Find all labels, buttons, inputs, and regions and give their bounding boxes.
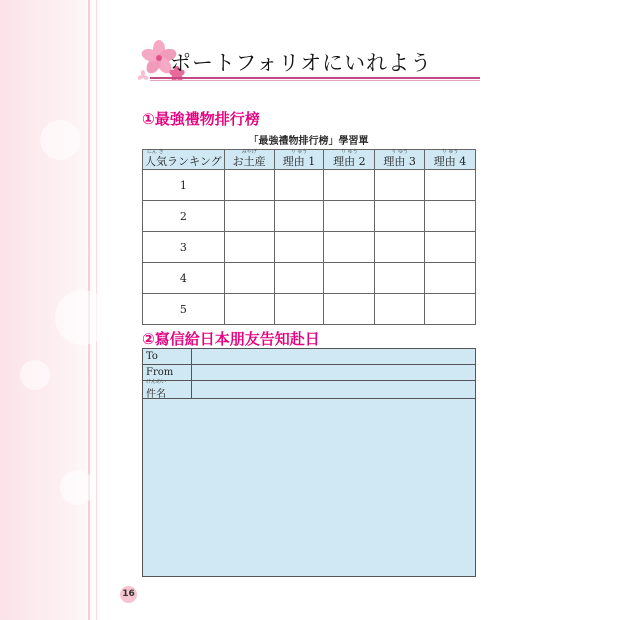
table-cell[interactable]: [224, 232, 274, 263]
page-number-badge: 16: [120, 586, 137, 603]
column-header-label: 理由 3: [383, 155, 416, 168]
table-cell[interactable]: [425, 170, 476, 201]
table-caption: 「最強禮物排行榜」學習單: [248, 136, 369, 147]
table-cell[interactable]: [224, 294, 274, 325]
table-row: [143, 263, 476, 294]
column-header: [274, 150, 324, 170]
table-cell[interactable]: [425, 201, 476, 232]
section-heading-letter: ②寫信給日本朋友告知赴日: [142, 330, 320, 348]
ruby-text: り ゆう: [441, 149, 459, 155]
table-cell[interactable]: [224, 170, 274, 201]
ruby-text: みやげ: [241, 149, 257, 155]
title-underline: [150, 77, 480, 79]
table-cell[interactable]: [425, 294, 476, 325]
ruby-text: にん き: [147, 149, 164, 155]
table-cell[interactable]: [375, 201, 425, 232]
table-cell[interactable]: [324, 232, 375, 263]
rank-number: 1: [143, 170, 225, 201]
column-header-label: 理由 1: [282, 155, 316, 168]
table-row: [143, 170, 476, 201]
rank-number: 3: [143, 232, 225, 263]
ruby-text: り ゆう: [341, 149, 358, 155]
table-cell[interactable]: [274, 294, 324, 325]
rank-number: 5: [143, 294, 225, 325]
table-cell[interactable]: [224, 201, 274, 232]
table-cell[interactable]: [274, 232, 324, 263]
table-cell[interactable]: [375, 263, 425, 294]
ruby-text: り ゆう: [290, 149, 308, 155]
column-header: [224, 150, 274, 170]
table-cell[interactable]: [425, 232, 476, 263]
table-cell[interactable]: [375, 232, 425, 263]
from-row[interactable]: [143, 365, 475, 381]
table-cell[interactable]: [274, 263, 324, 294]
ranking-table: [142, 149, 476, 325]
column-header-label: お土産: [232, 155, 266, 168]
table-cell[interactable]: [425, 263, 476, 294]
table-cell[interactable]: [274, 201, 324, 232]
title-underline-thin: [150, 80, 480, 81]
table-row: [143, 201, 476, 232]
subject-label: 件名: [146, 389, 166, 400]
column-header: [143, 150, 225, 170]
column-header-label: 理由 4: [433, 155, 467, 168]
bokeh-circle: [40, 120, 80, 160]
rank-number: 4: [143, 263, 225, 294]
page-title: ポートフォリオにいれよう: [170, 51, 433, 75]
to-row[interactable]: [143, 349, 475, 365]
table-cell[interactable]: [375, 170, 425, 201]
table-cell[interactable]: [224, 263, 274, 294]
subject-ruby: けんめい: [146, 379, 167, 385]
column-header-label: 理由 2: [333, 155, 366, 168]
table-cell[interactable]: [324, 201, 375, 232]
table-cell[interactable]: [274, 170, 324, 201]
rank-number: 2: [143, 201, 225, 232]
subject-row[interactable]: [143, 381, 475, 399]
column-header: [375, 150, 425, 170]
to-label: To: [146, 351, 158, 362]
section-heading-ranking: ①最強禮物排行榜: [142, 110, 260, 128]
from-label: From: [146, 367, 174, 378]
column-header: [425, 150, 476, 170]
column-header: [324, 150, 375, 170]
table-header-row: [143, 150, 476, 170]
table-cell[interactable]: [324, 170, 375, 201]
table-row: [143, 294, 476, 325]
letter-form: [142, 348, 476, 577]
bokeh-circle: [60, 470, 95, 505]
table-cell[interactable]: [324, 263, 375, 294]
table-cell[interactable]: [375, 294, 425, 325]
table-cell[interactable]: [324, 294, 375, 325]
table-row: [143, 232, 476, 263]
ruby-text: り ゆう: [391, 149, 408, 155]
column-header-label: 人気ランキング: [145, 155, 222, 168]
bokeh-circle: [20, 360, 50, 390]
letter-body-area[interactable]: [143, 399, 475, 576]
bokeh-circle: [55, 290, 110, 345]
